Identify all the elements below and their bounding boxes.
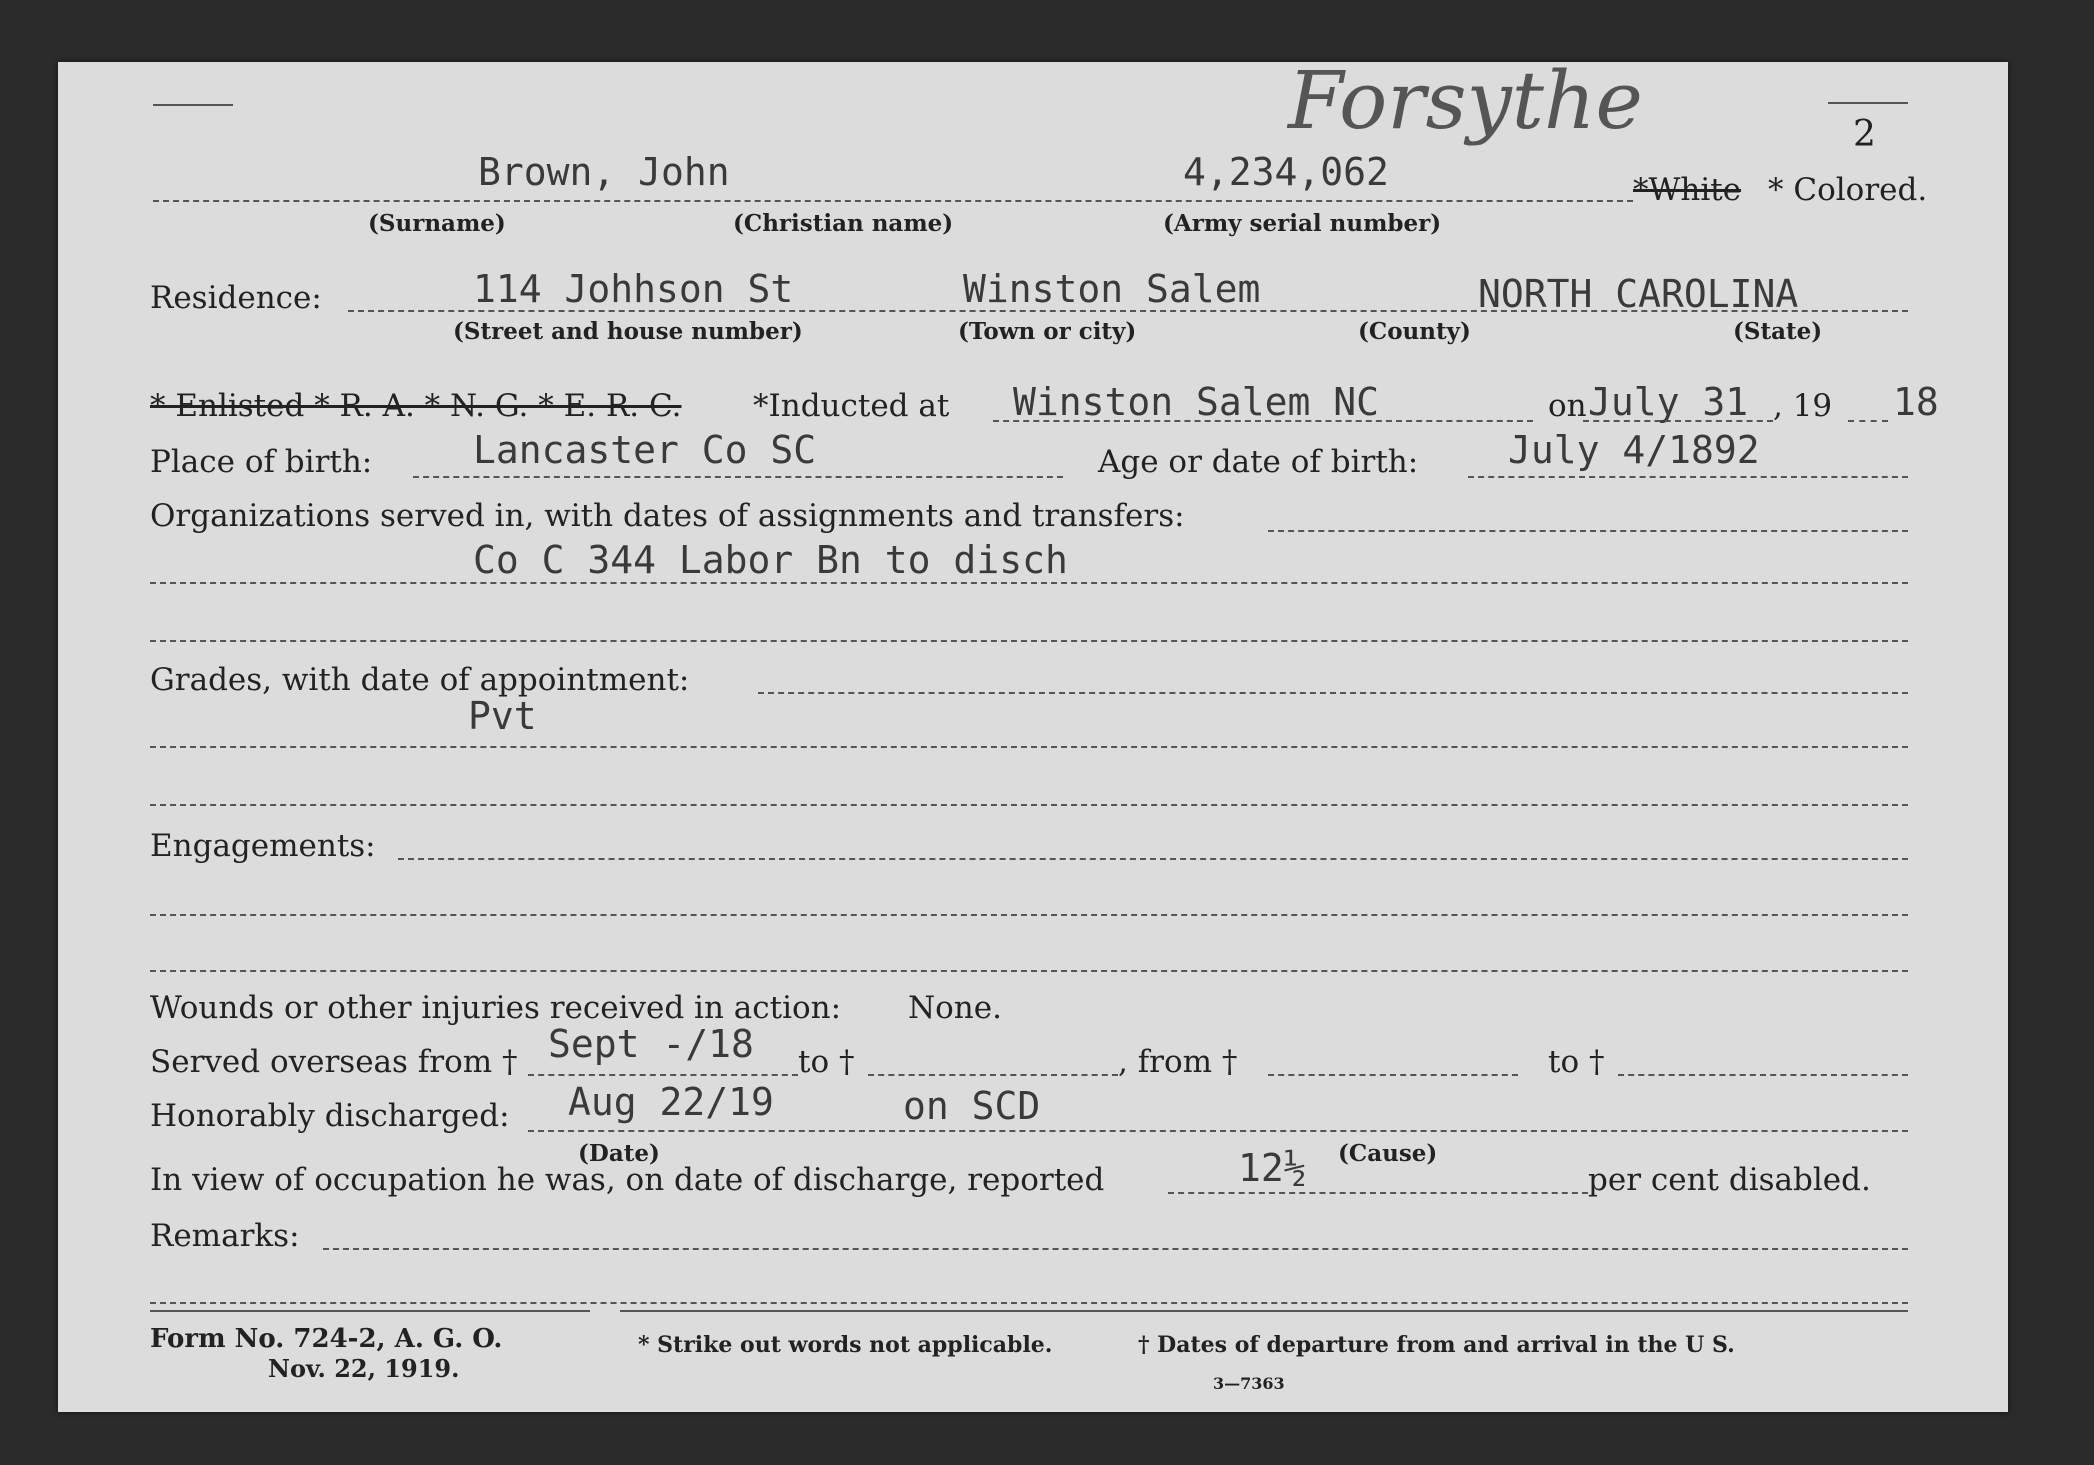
birth-place-line [413, 476, 1063, 478]
overseas-line-2 [868, 1074, 1118, 1076]
organizations-line-1 [150, 582, 1908, 584]
caption-town: (Town or city) [958, 318, 1137, 345]
disability-label: In view of occupation he was, on date of discharge, reported [150, 1162, 1105, 1198]
disability-suffix: per cent disabled. [1588, 1162, 1871, 1198]
serial-value: 4,234,062 [1183, 150, 1389, 194]
organizations-line-2 [150, 640, 1908, 642]
on-label: on [1548, 388, 1587, 424]
residence-street: 114 Johhson St [473, 267, 794, 311]
disability-value: 12½ [1238, 1146, 1307, 1190]
year-line [1848, 420, 1888, 422]
birth-date-line [1468, 476, 1908, 478]
overseas-to-label: to † [798, 1044, 855, 1080]
grades-label: Grades, with date of appointment: [150, 662, 690, 698]
footer-rule-left [150, 1310, 590, 1312]
caption-surname: (Surname) [368, 210, 506, 237]
inducted-year: 18 [1893, 380, 1939, 424]
remarks-label: Remarks: [150, 1218, 300, 1254]
county-handwritten: Forsythe [1288, 54, 1643, 147]
footer-note-dates: † Dates of departure from and arrival in the U S. [1138, 1332, 1735, 1358]
caption-discharge-date: (Date) [578, 1140, 660, 1167]
overseas-line-3 [1268, 1074, 1518, 1076]
race-colored: * Colored. [1768, 172, 1928, 208]
remarks-line-0 [323, 1248, 1908, 1250]
discharge-cause: on SCD [903, 1084, 1041, 1128]
engagements-line-2 [150, 970, 1908, 972]
remarks-line-1 [150, 1302, 1908, 1304]
residence-label: Residence: [150, 280, 322, 316]
caption-serial: (Army serial number) [1163, 210, 1442, 237]
residence-state: NORTH CAROLINA [1478, 272, 1799, 316]
overseas-line-4 [1618, 1074, 1908, 1076]
birth-date-value: July 4/1892 [1508, 428, 1760, 472]
overseas-label: Served overseas from † [150, 1044, 518, 1080]
inducted-line [993, 420, 1533, 422]
top-left-rule [153, 104, 233, 106]
race-white: *White [1633, 172, 1742, 208]
engagements-line-0 [398, 858, 1908, 860]
engagements-line-1 [150, 914, 1908, 916]
grades-value: Pvt [468, 694, 537, 738]
overseas-line-1 [528, 1074, 798, 1076]
grades-line-1 [150, 746, 1908, 748]
discharge-line [528, 1130, 1908, 1132]
card-number: 2 [1853, 114, 1876, 155]
caption-state: (State) [1733, 318, 1823, 345]
year-prefix: , 19 [1773, 388, 1833, 424]
draft-card [58, 54, 2008, 1412]
caption-county: (County) [1358, 318, 1471, 345]
grades-line-0 [758, 692, 1908, 694]
birth-place-label: Place of birth: [150, 444, 373, 480]
discharge-label: Honorably discharged: [150, 1098, 510, 1134]
grades-line-2 [150, 804, 1908, 806]
residence-line [348, 310, 1908, 312]
caption-discharge-cause: (Cause) [1338, 1140, 1438, 1167]
form-date: Nov. 22, 1919. [268, 1354, 460, 1383]
row1-line [153, 200, 1633, 202]
date-line [1583, 420, 1773, 422]
overseas-from-label: , from † [1118, 1044, 1238, 1080]
overseas-from-value: Sept -/18 [548, 1022, 754, 1066]
inducted-date: July 31 [1588, 380, 1749, 424]
engagements-label: Engagements: [150, 828, 376, 864]
organizations-line-0 [1268, 530, 1908, 532]
form-number: Form No. 724-2, A. G. O. [150, 1324, 503, 1354]
caption-christian: (Christian name) [733, 210, 954, 237]
residence-town: Winston Salem [963, 267, 1261, 311]
wounds-value: None. [908, 990, 1002, 1026]
footer-code: 3—7363 [1213, 1374, 1285, 1393]
birth-place-value: Lancaster Co SC [473, 428, 817, 472]
organizations-value: Co C 344 Labor Bn to disch [473, 538, 1068, 582]
footer-note-strike: * Strike out words not applicable. [638, 1332, 1053, 1358]
overseas-to-label-2: to † [1548, 1044, 1605, 1080]
wounds-label: Wounds or other injuries received in action: [150, 990, 842, 1026]
organizations-label: Organizations served in, with dates of assignments and transfers: [150, 498, 1185, 534]
discharge-date: Aug 22/19 [568, 1080, 774, 1124]
inducted-label: *Inducted at [753, 388, 950, 424]
enlistment-options: * Enlisted * R. A. * N. G. * E. R. C. [150, 388, 682, 424]
number-rule [1828, 102, 1908, 104]
inducted-place: Winston Salem NC [1013, 380, 1380, 424]
footer-rule-right [620, 1310, 1908, 1312]
name-value: Brown, John [478, 150, 730, 194]
caption-street: (Street and house number) [453, 318, 803, 345]
disability-line [1168, 1192, 1588, 1194]
birth-date-label: Age or date of birth: [1098, 444, 1419, 480]
